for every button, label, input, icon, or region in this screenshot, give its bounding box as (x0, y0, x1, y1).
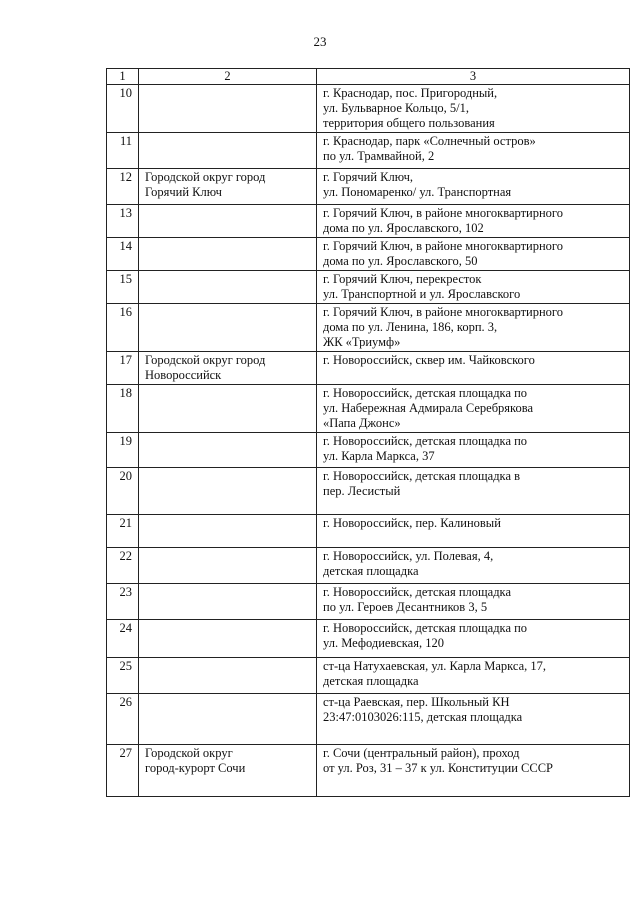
table-row (107, 271, 630, 304)
address-line: г. Новороссийск, детская площадка по (323, 386, 528, 400)
address-cell (317, 433, 630, 468)
row-number: 16 (107, 304, 139, 352)
row-number: 15 (107, 271, 139, 304)
table-row (107, 133, 630, 169)
address-line: г. Сочи (центральный район), проход (323, 746, 520, 760)
address-line: ст-ца Раевская, пер. Школьный КН (323, 695, 510, 709)
table-row (107, 385, 630, 433)
header-cell-3: 3 (317, 69, 630, 85)
table-row (107, 205, 630, 238)
table-row (107, 515, 630, 548)
table-row (107, 584, 630, 620)
address-cell (317, 238, 630, 271)
row-number: 10 (107, 85, 139, 133)
address-cell (317, 304, 630, 352)
address-line: г. Новороссийск, детская площадка (323, 585, 511, 599)
address-line: г. Краснодар, пос. Пригородный, (323, 86, 498, 100)
header-cell-1: 1 (107, 69, 139, 85)
area-name-line: Городской округ город (145, 353, 266, 367)
address-line: «Папа Джонс» (323, 416, 401, 430)
address-line: дома по ул. Ленина, 186, корп. 3, (323, 320, 498, 334)
table-row (107, 85, 630, 133)
area-name-line: город-курорт Сочи (145, 761, 246, 775)
address-line: от ул. Роз, 31 – 37 к ул. Конституции СССР (323, 761, 554, 775)
row-number: 12 (107, 169, 139, 205)
table-row (107, 433, 630, 468)
area-cell (139, 620, 317, 658)
table-row (107, 745, 630, 797)
address-line: г. Горячий Ключ, в районе многоквартирного (323, 305, 564, 319)
address-line: по ул. Трамвайной, 2 (323, 149, 435, 163)
table-row (107, 304, 630, 352)
area-cell (139, 304, 317, 352)
address-line: г. Горячий Ключ, перекресток (323, 272, 482, 286)
table-body (107, 69, 630, 797)
address-line: ул. Карла Маркса, 37 (323, 449, 435, 463)
table-row (107, 238, 630, 271)
page-number: 23 (313, 34, 327, 49)
address-line: детская площадка (323, 674, 419, 688)
address-line: г. Новороссийск, детская площадка по (323, 621, 528, 635)
area-cell (139, 133, 317, 169)
table-row (107, 694, 630, 745)
address-line: по ул. Героев Десантников 3, 5 (323, 600, 488, 614)
area-name-line: Городской округ город (145, 170, 266, 184)
area-cell (139, 658, 317, 694)
address-line: ул. Мефодиевская, 120 (323, 636, 444, 650)
row-number: 25 (107, 658, 139, 694)
row-number: 13 (107, 205, 139, 238)
area-name-line: Горячий Ключ (145, 185, 222, 199)
area-cell (139, 515, 317, 548)
address-line: г. Новороссийск, сквер им. Чайковского (323, 353, 535, 367)
address-line: г. Новороссийск, детская площадка в (323, 469, 521, 483)
address-cell (317, 205, 630, 238)
address-cell (317, 352, 630, 385)
address-line: ул. Набережная Адмирала Серебрякова (323, 401, 534, 415)
row-number: 23 (107, 584, 139, 620)
area-name-line: Новороссийск (145, 368, 222, 382)
address-cell (317, 133, 630, 169)
address-line: территория общего пользования (323, 116, 495, 130)
address-line: г. Новороссийск, ул. Полевая, 4, (323, 549, 494, 563)
address-line: ЖК «Триумф» (323, 335, 401, 349)
header-row (107, 69, 630, 85)
area-cell (139, 238, 317, 271)
area-cell (139, 548, 317, 584)
address-line: г. Горячий Ключ, в районе многоквартирного (323, 206, 564, 220)
area-cell (139, 205, 317, 238)
table-row (107, 548, 630, 584)
address-line: ул. Пономаренко/ ул. Транспортная (323, 185, 512, 199)
area-cell (139, 271, 317, 304)
area-name-line: Городской округ (145, 746, 233, 760)
row-number: 17 (107, 352, 139, 385)
address-line: г. Новороссийск, пер. Калиновый (323, 516, 501, 530)
row-number: 27 (107, 745, 139, 797)
row-number: 14 (107, 238, 139, 271)
area-cell (139, 468, 317, 515)
area-cell (139, 694, 317, 745)
row-number: 20 (107, 468, 139, 515)
address-line: 23:47:0103026:115, детская площадка (323, 710, 523, 724)
address-line: дома по ул. Ярославского, 50 (323, 254, 478, 268)
address-line: г. Новороссийск, детская площадка по (323, 434, 528, 448)
table-row (107, 169, 630, 205)
address-line: ул. Транспортной и ул. Ярославского (323, 287, 521, 301)
row-number: 21 (107, 515, 139, 548)
row-number: 24 (107, 620, 139, 658)
table-row (107, 620, 630, 658)
address-cell (317, 694, 630, 745)
area-cell (139, 745, 317, 797)
address-line: дома по ул. Ярославского, 102 (323, 221, 484, 235)
table-row (107, 352, 630, 385)
row-number: 18 (107, 385, 139, 433)
address-line: ул. Бульварное Кольцо, 5/1, (323, 101, 470, 115)
row-number: 22 (107, 548, 139, 584)
address-cell (317, 745, 630, 797)
row-number: 11 (107, 133, 139, 169)
address-line: г. Горячий Ключ, в районе многоквартирного (323, 239, 564, 253)
address-cell (317, 468, 630, 515)
address-line: г. Краснодар, парк «Солнечный остров» (323, 134, 536, 148)
row-number: 26 (107, 694, 139, 745)
addresses-table (106, 68, 630, 797)
table-row (107, 468, 630, 515)
area-cell (139, 352, 317, 385)
area-cell (139, 433, 317, 468)
address-cell (317, 620, 630, 658)
address-cell (317, 271, 630, 304)
area-cell (139, 169, 317, 205)
header-cell-2: 2 (139, 69, 317, 85)
area-cell (139, 584, 317, 620)
address-line: пер. Лесистый (323, 484, 401, 498)
area-cell (139, 385, 317, 433)
address-cell (317, 85, 630, 133)
address-cell (317, 658, 630, 694)
area-cell (139, 85, 317, 133)
address-line: ст-ца Натухаевская, ул. Карла Маркса, 17, (323, 659, 547, 673)
address-line: детская площадка (323, 564, 419, 578)
address-cell (317, 515, 630, 548)
address-cell (317, 169, 630, 205)
table-row (107, 658, 630, 694)
address-cell (317, 385, 630, 433)
address-line: г. Горячий Ключ, (323, 170, 413, 184)
address-cell (317, 584, 630, 620)
address-cell (317, 548, 630, 584)
row-number: 19 (107, 433, 139, 468)
